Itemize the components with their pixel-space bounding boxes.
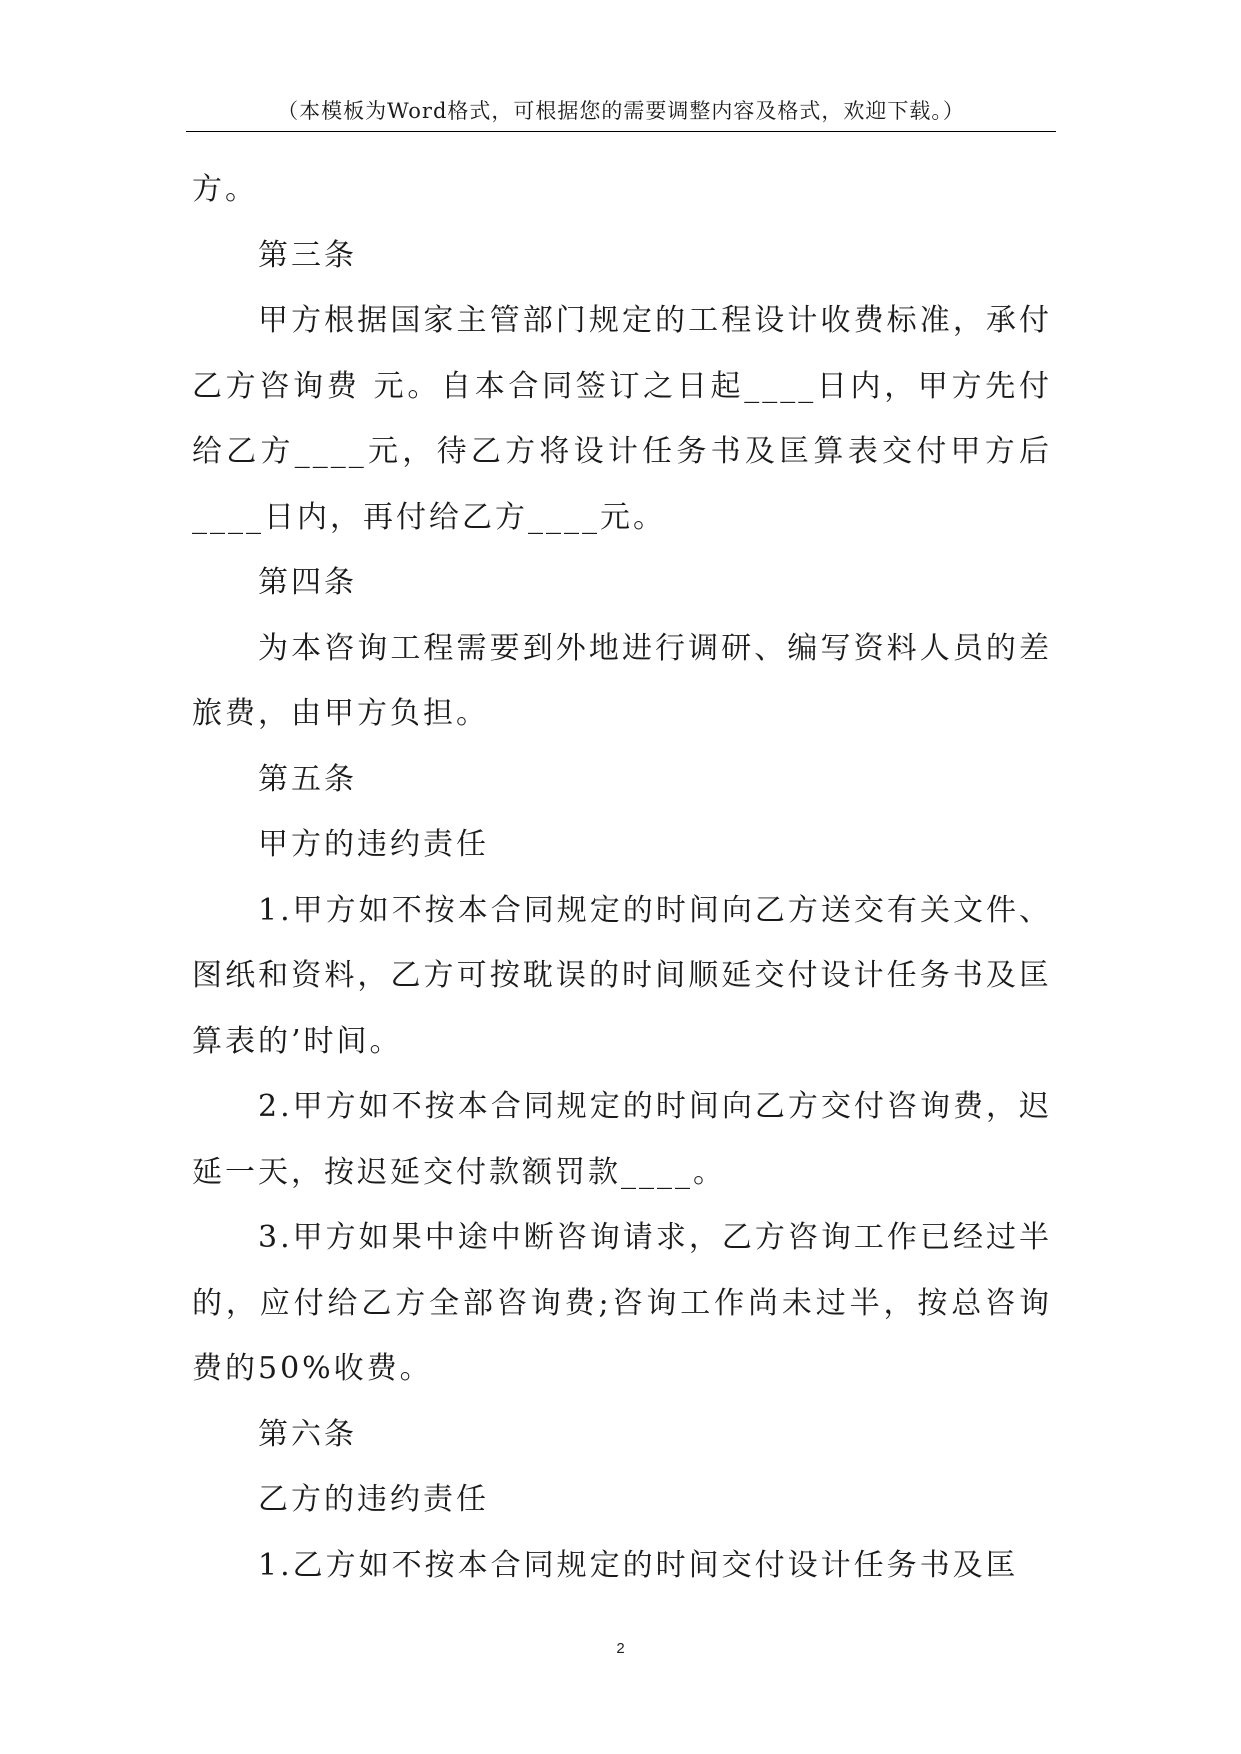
party-a-liability-heading: 甲方的违约责任 <box>258 827 489 862</box>
page-number: 2 <box>616 1640 625 1657</box>
article-heading-6: 第六条 <box>258 1416 357 1452</box>
paragraph-continuation: 方。 <box>192 172 258 207</box>
party-b-clause-1: 1.乙方如不按本合同规定的时间交付设计任务书及匡 <box>258 1547 1019 1583</box>
paragraph-fees: 甲方根据国家主管部门规定的工程设计收费标准，承付乙方咨询费 元。自本合同签订之日起____日内，甲方先付给乙方____元，待乙方将设计任务书及匡算表交付甲方后____日内，再付给乙方____元。 <box>192 303 1052 535</box>
article-heading-5: 第五条 <box>258 761 357 797</box>
article-heading-4: 第四条 <box>258 565 357 600</box>
header-divider <box>186 131 1056 132</box>
party-a-clause-2: 2.甲方如不按本合同规定的时间向乙方交付咨询费，迟延一天，按迟延交付款额罚款____。 <box>192 1089 1052 1190</box>
party-a-clause-1: 1.甲方如不按本合同规定的时间向乙方送交有关文件、图纸和资料，乙方可按耽误的时间顺延交付设计任务书及匡算表的’时间。 <box>192 892 1052 1059</box>
page-header-note: （本模板为Word格式，可根据您的需要调整内容及格式，欢迎下载。） <box>277 99 965 123</box>
article-heading-3: 第三条 <box>258 237 357 273</box>
party-b-liability-heading: 乙方的违约责任 <box>258 1482 489 1517</box>
document-body <box>192 157 1052 1598</box>
paragraph-travel-expenses: 为本咨询工程需要到外地进行调研、编写资料人员的差旅费，由甲方负担。 <box>192 630 1052 731</box>
party-a-clause-3: 3.甲方如果中途中断咨询请求，乙方咨询工作已经过半的，应付给乙方全部咨询费;咨询工作尚未过半，按总咨询费的50%收费。 <box>192 1220 1052 1386</box>
